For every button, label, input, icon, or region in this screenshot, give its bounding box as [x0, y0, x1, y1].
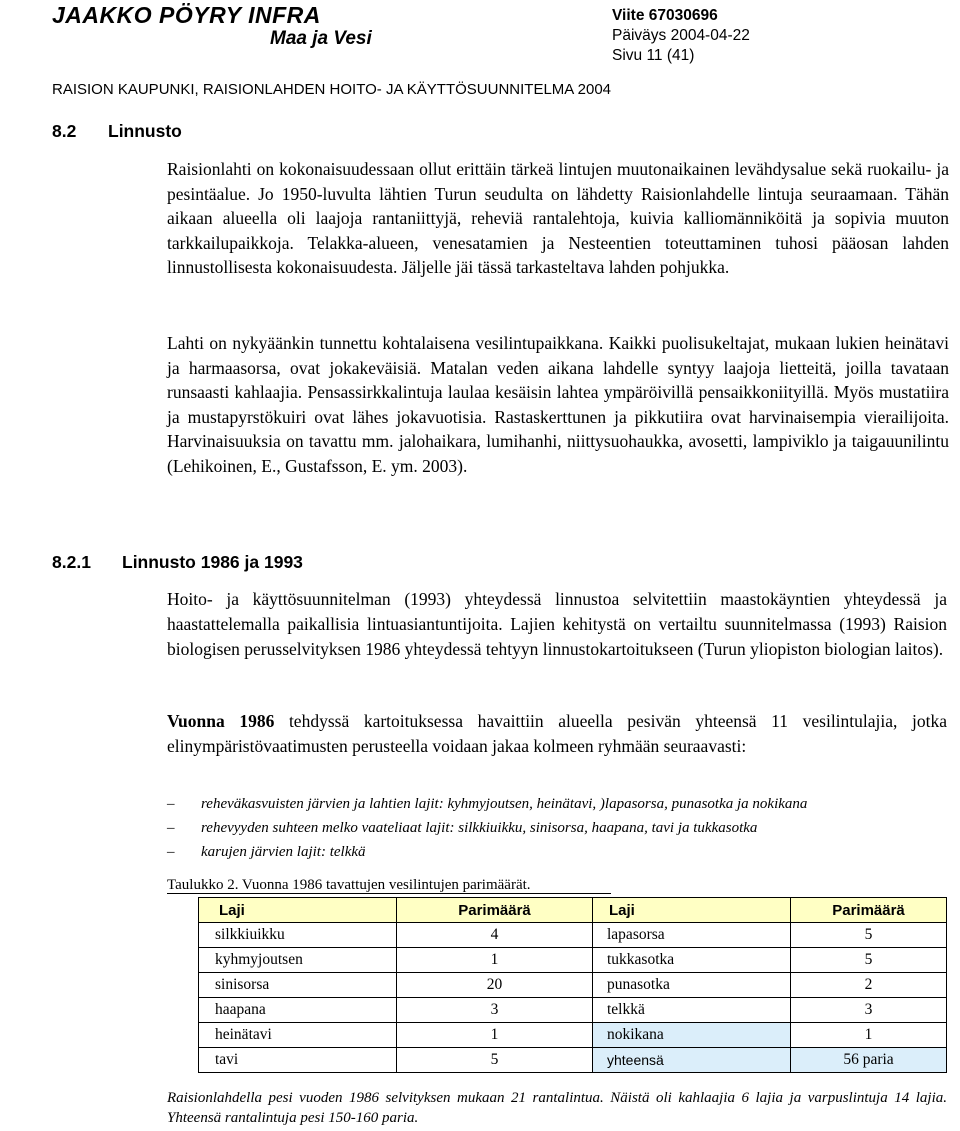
- table-cell: lapasorsa: [593, 923, 791, 948]
- table-cell: kyhmyjoutsen: [199, 948, 397, 973]
- table-note: Raisionlahdella pesi vuoden 1986 selvityksen mukaan 21 rantalintua. Näistä oli kahlaajia 6 lajia ja varpuslintuja 14 lajia. Yhteensä rantalintuja pesi 150-160 paria.: [167, 1090, 947, 1126]
- table-cell: sinisorsa: [199, 973, 397, 998]
- section-paragraph-2: Lahti on nykyäänkin tunnettu kohtalaisena vesilintupaikkana. Kaikki puolisukeltajat, mukaan lukien heinätavi ja harmaasorsa, ovat jokakeväisiä. Matalan veden aikana lahdelle syntyy laajoja lietteitä, joilla tavataan runsaasti kahlaajia. Pensassirkkalintuja laulaa kesäisin lahtea ympäröivillä pensaikkoniityillä. Myös mustatiira ja mustapyrstökuiri ovat lähes jokavuotisia. Rastaskerttunen ja pikkutiira ovat harvinaisempia vierailijoita. Harvinaisuuksia on tavattu mm. jalohaikara, lumihanhi, niittysuohaukka, avosetti, lampiviklo ja taigauunilintu (Lehikoinen, E., Gustafsson, E. ym. 2003).: [167, 333, 949, 476]
- table-cell: 5: [791, 948, 947, 973]
- table-cell: 5: [791, 923, 947, 948]
- total-label-cell: yhteensä: [593, 1048, 791, 1073]
- table-cell: 4: [397, 923, 593, 948]
- subsection-title: Linnusto 1986 ja 1993: [122, 552, 303, 572]
- table-cell: 1: [397, 948, 593, 973]
- table-cell: 3: [397, 998, 593, 1023]
- table-cell-highlighted: nokikana: [593, 1023, 791, 1048]
- dash-bullet: –: [167, 796, 175, 812]
- header-cell: Parimäärä: [791, 898, 947, 923]
- paragraph-2-text: tehdyssä kartoituksessa havaittiin alueella pesivän yhteensä 11 vesilintulajia, jotka elinympäristövaatimusten perusteella voidaan jakaa kolmeen ryhmään seuraavasti:: [167, 711, 947, 756]
- table-cell: 2: [791, 973, 947, 998]
- total-value-cell: 56 paria: [791, 1048, 947, 1073]
- subsection-number: 8.2.1: [52, 552, 91, 572]
- table-row: [199, 973, 947, 998]
- dash-bullet: –: [167, 820, 175, 836]
- table-cell: 1: [791, 1023, 947, 1048]
- waterbird-pairs-table: [198, 897, 947, 1073]
- subsection-paragraph-1: Hoito- ja käyttösuunnitelman (1993) yhteydessä linnustoa selvitettiin maastokäyntien yhteydessä ja haastattelemalla paikallisia lintuasiantuntijoita. Lajien kehitystä on vertailtu suunnitelmassa (1993) Raision biologisen perusselvityksen 1986 yhteydessä tehtyyn linnustokartoitukseen (Turun yliopiston biologian laitos).: [167, 589, 947, 659]
- table-caption: Taulukko 2. Vuonna 1986 tavattujen vesilintujen parimäärät.: [167, 877, 531, 893]
- reference-number: Viite 67030696: [612, 7, 718, 24]
- table-cell: tukkasotka: [593, 948, 791, 973]
- table-cell: 20: [397, 973, 593, 998]
- dash-bullet: –: [167, 844, 175, 860]
- table-cell: telkkä: [593, 998, 791, 1023]
- subsection-paragraph-2: [167, 709, 947, 759]
- table-cell: tavi: [199, 1048, 397, 1073]
- section-number: 8.2: [52, 121, 77, 141]
- caption-underline: [167, 893, 611, 894]
- table-cell: 5: [397, 1048, 593, 1073]
- table-header-row: [199, 898, 947, 923]
- document-title: RAISION KAUPUNKI, RAISIONLAHDEN HOITO- JA KÄYTTÖSUUNNITELMA 2004: [52, 81, 612, 98]
- year-emphasis: Vuonna 1986: [167, 711, 275, 731]
- table-cell: silkkiuikku: [199, 923, 397, 948]
- header-cell: Laji: [593, 898, 791, 923]
- table-cell: 1: [397, 1023, 593, 1048]
- document-date: Päiväys 2004-04-22: [612, 27, 750, 44]
- header-cell: Laji: [199, 898, 397, 923]
- list-item: – karujen järvien lajit: telkkä: [167, 841, 957, 865]
- table-row: [199, 923, 947, 948]
- table-cell: 3: [791, 998, 947, 1023]
- list-item: – rehevyyden suhteen melko vaateliaat lajit: silkkiuikku, sinisorsa, haapana, tavi ja tukkasotka: [167, 817, 957, 841]
- document-meta: [612, 6, 750, 66]
- table-row: [199, 998, 947, 1023]
- table-row: [199, 1048, 947, 1073]
- section-title: Linnusto: [108, 121, 182, 141]
- section-paragraph-1: Raisionlahti on kokonaisuudessaan ollut erittäin tärkeä lintujen muutonaikainen levähdysalue sekä ruokailu- ja pesintäalue. Jo 1950-luvulta lähtien Turun seudulta on lähdetty Raisionlahdelle lintuja seuraamaan. Tähän aikaan alueella oli laajoja rantaniittyjä, reheviä rantalehtoja, kuivia kalliomänniköitä ja sopivia muuton tarkkailupaikkoja. Telakka-alueen, venesatamien ja Nesteentien toteuttaminen tuhosi pääosan lahden linnustollisesta kokonaisuudesta. Jäljelle jäi tässä tarkasteltava lahden pohjukka.: [167, 159, 949, 278]
- table-cell: punasotka: [593, 973, 791, 998]
- table-cell: heinätavi: [199, 1023, 397, 1048]
- company-logo-division: Maa ja Vesi: [270, 28, 372, 49]
- table-row: [199, 948, 947, 973]
- list-item: – reheväkasvuisten järvien ja lahtien lajit: kyhmyjoutsen, heinätavi, )lapasorsa, punasotka ja nokikana: [167, 793, 957, 817]
- header-cell: Parimäärä: [397, 898, 593, 923]
- table-cell: haapana: [199, 998, 397, 1023]
- habitat-group-list: [167, 793, 957, 865]
- company-logo-name: JAAKKO PÖYRY INFRA: [52, 2, 321, 28]
- page-number: Sivu 11 (41): [612, 47, 695, 64]
- table-row: [199, 1023, 947, 1048]
